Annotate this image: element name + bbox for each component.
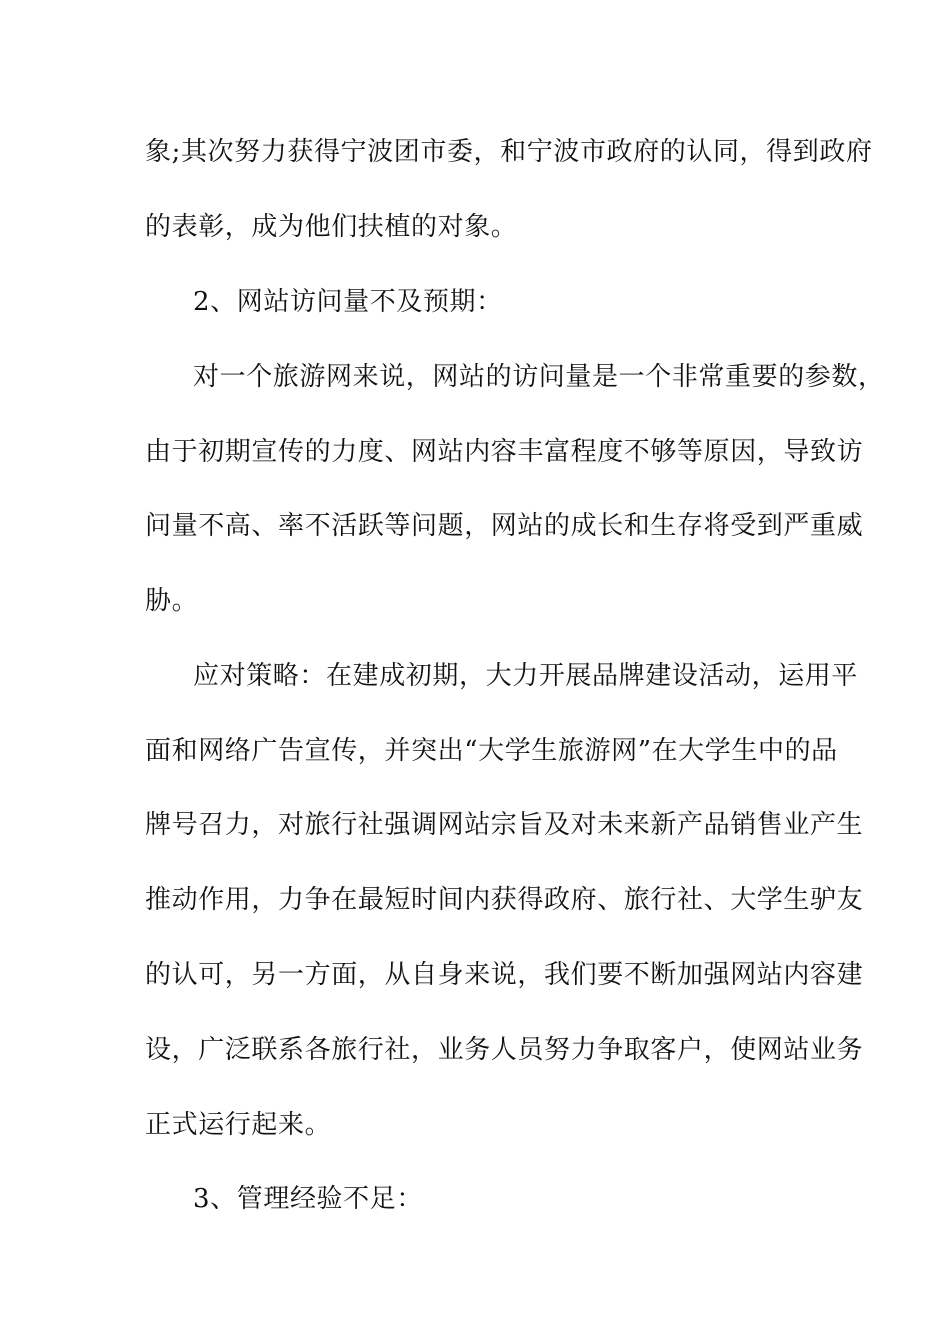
text-line: 问量不高、率不活跃等问题，网站的成长和生存将受到严重威 [145, 511, 864, 541]
text-line: 的表彰，成为他们扶植的对象。 [145, 212, 518, 242]
text-line: 由于初期宣传的力度、网站内容丰富程度不够等原因，导致访 [145, 437, 864, 467]
text-line: 对一个旅游网来说，网站的访问量是一个非常重要的参数， [193, 362, 885, 392]
text-line: 应对策略：在建成初期，大力开展品牌建设活动，运用平 [193, 661, 859, 691]
text-line: 面和网络广告宣传，并突出“大学生旅游网”在大学生中的品 [145, 736, 838, 766]
text-line: 设，广泛联系各旅行社，业务人员努力争取客户，使网站业务 [145, 1035, 864, 1065]
text-line: 正式运行起来。 [145, 1110, 332, 1140]
text-line: 的认可，另一方面，从自身来说，我们要不断加强网站内容建 [145, 960, 864, 990]
text-line: 牌号召力，对旅行社强调网站宗旨及对未来新产品销售业产生 [145, 810, 864, 840]
text-line: 推动作用，力争在最短时间内获得政府、旅行社、大学生驴友 [145, 885, 864, 915]
text-line: 胁。 [145, 586, 199, 616]
section-heading: 3、管理经验不足： [193, 1184, 423, 1214]
section-heading: 2、网站访问量不及预期： [193, 287, 503, 317]
text-line: 象;其次努力获得宁波团市委，和宁波市政府的认同，得到政府 [145, 137, 873, 167]
